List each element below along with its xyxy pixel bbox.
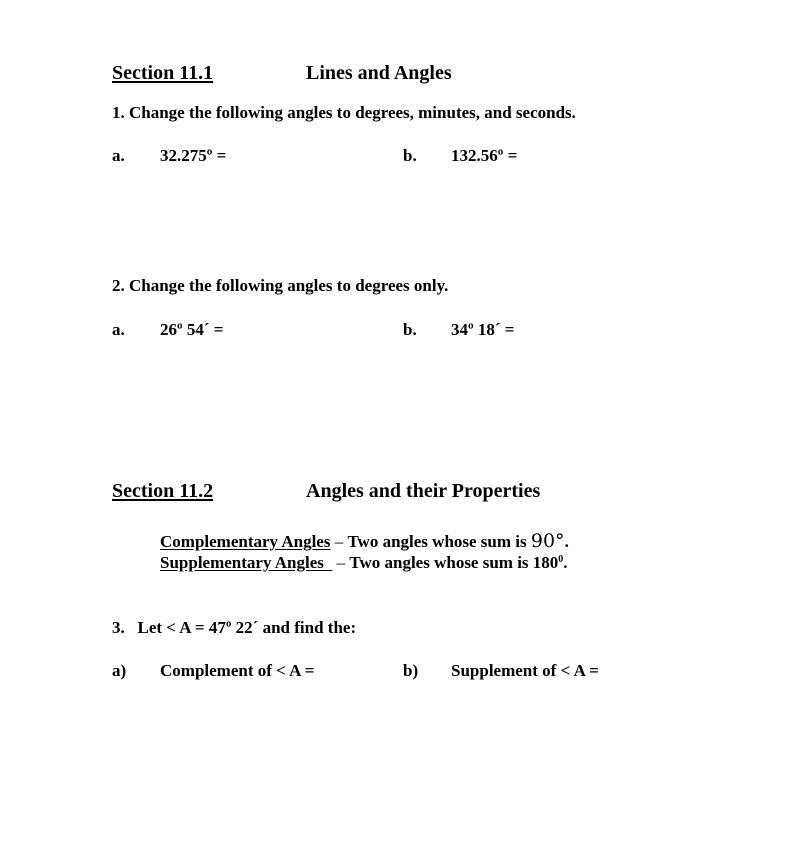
problem-2-prompt: 2. Change the following angles to degrees only. [112, 276, 449, 295]
problem-3b-label: b) [403, 661, 419, 680]
complementary-value: 90° [530, 530, 565, 552]
problem-1a-expression: 32.275º = [160, 146, 227, 165]
problem-1b-label: b. [403, 146, 417, 165]
section-11-1-number: Section 11.1 [112, 62, 214, 84]
section-11-2-number: Section 11.2 [112, 480, 214, 502]
problem-3b-expression: Supplement of < A = [451, 661, 599, 680]
problem-1-prompt: 1. Change the following angles to degrees, minutes, and seconds. [112, 103, 576, 122]
complementary-end: . [564, 532, 569, 551]
supplementary-def-text: Two angles whose sum is 180 [349, 553, 559, 572]
supplementary-term: Supplementary Angles [160, 553, 333, 572]
problem-3-prompt: 3. Let < A = 47º 22´ and find the: [112, 618, 357, 637]
problem-3a-label: a) [112, 661, 127, 680]
problem-2b-expression: 34º 18´ = [451, 320, 515, 339]
problem-2b-label: b. [403, 320, 417, 339]
problem-1a-label: a. [112, 146, 125, 165]
complementary-definition [160, 530, 569, 552]
section-11-1-title: Lines and Angles [306, 62, 452, 84]
supplementary-degree-superscript: 0 [558, 554, 564, 565]
problem-2a-label: a. [112, 320, 125, 339]
complementary-dash: – [330, 532, 348, 551]
problem-2a-expression: 26º 54´ = [160, 320, 224, 339]
supplementary-dash: – [332, 553, 350, 572]
section-11-2-title: Angles and their Properties [306, 480, 541, 502]
supplementary-end: . [563, 553, 568, 572]
complementary-term: Complementary Angles [160, 532, 331, 551]
problem-1b-expression: 132.56º = [451, 146, 518, 165]
supplementary-definition [160, 553, 568, 573]
problem-3a-expression: Complement of < A = [160, 661, 315, 680]
complementary-def-text: Two angles whose sum is [347, 532, 531, 551]
